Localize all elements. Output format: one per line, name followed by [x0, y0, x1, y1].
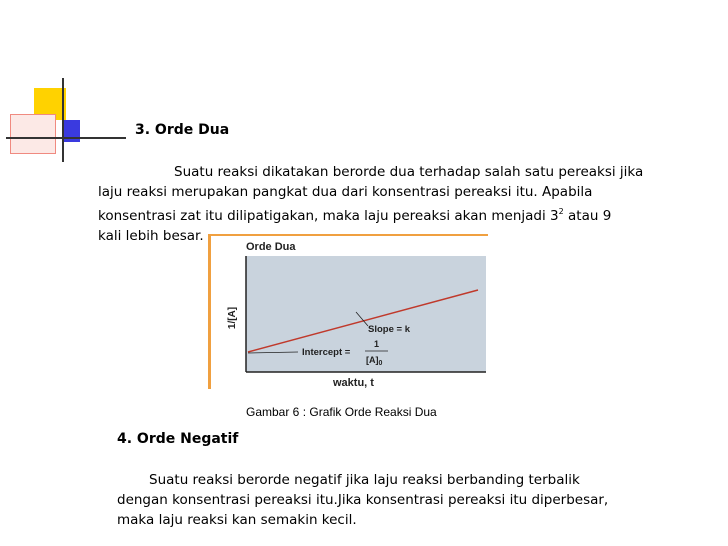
- slope-annotation: Slope = k: [368, 324, 410, 335]
- orde-dua-chart: [208, 234, 488, 389]
- section3-line1: Suatu reaksi dikatakan berorde dua terhadap salah satu pereaksi jika: [174, 164, 644, 180]
- deco-horizontal-line: [6, 137, 126, 139]
- intercept-numerator: 1: [374, 339, 380, 349]
- section4-heading: 4. Orde Negatif: [117, 431, 239, 447]
- chart-xlabel: waktu, t: [333, 377, 374, 389]
- section3-line3: [98, 202, 718, 226]
- figure-caption: Gambar 6 : Grafik Orde Reaksi Dua: [246, 405, 437, 419]
- section3-line3-sup: 2: [558, 207, 564, 216]
- section3-line4: kali lebih besar.: [98, 228, 204, 244]
- chart-title: Orde Dua: [246, 241, 296, 253]
- section3-line2: laju reaksi merupakan pangkat dua dari konsentrasi pereaksi itu. Apabila: [98, 184, 593, 200]
- section4-line3: maka laju reaksi kan semakin kecil.: [117, 512, 357, 528]
- section3-line3-a: konsentrasi zat itu dilipatigakan, maka laju pereaksi akan menjadi 3: [98, 208, 559, 224]
- chart-ylabel: 1/[A]: [227, 306, 238, 330]
- section3-line3-b: atau 9: [563, 208, 612, 224]
- intercept-den-sub: 0: [378, 360, 383, 367]
- chart-frame-top: [208, 234, 488, 236]
- deco-vertical-line: [62, 78, 64, 162]
- intercept-label: Intercept =: [302, 347, 351, 358]
- section3-heading: 3. Orde Dua: [135, 122, 230, 138]
- intercept-den-text: [A]: [366, 355, 379, 365]
- section4-line1: Suatu reaksi berorde negatif jika laju reaksi berbanding terbalik: [149, 472, 580, 488]
- deco-red-square: [10, 114, 56, 154]
- chart-frame-left: [208, 234, 211, 389]
- section4-line2: dengan konsentrasi pereaksi itu.Jika konsentrasi pereaksi itu diperbesar,: [117, 492, 609, 508]
- section4-paragraph: [117, 470, 717, 530]
- deco-blue-square: [62, 120, 80, 142]
